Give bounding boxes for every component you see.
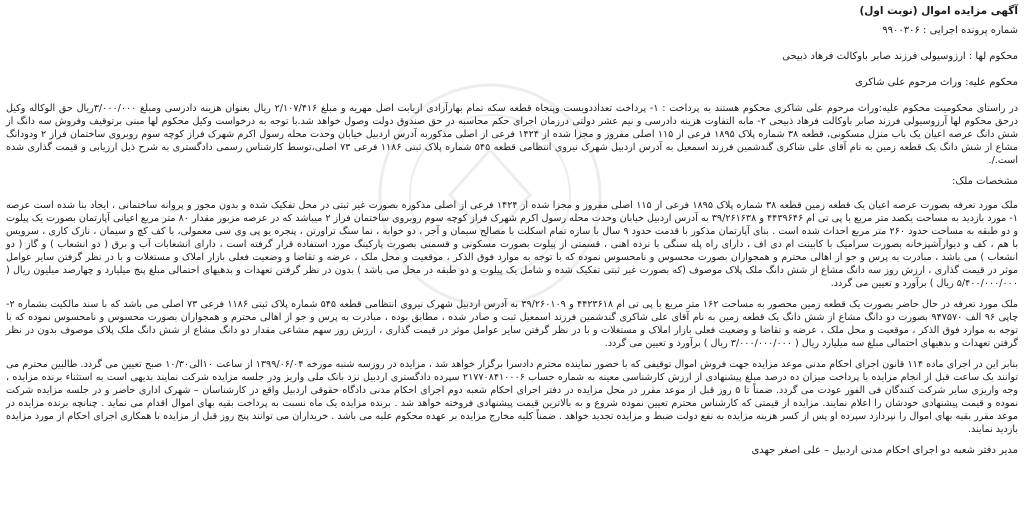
intro-paragraph: در راستای محکومیت محکوم علیه:وراث مرحوم علی شاکری محکوم هستند به پرداخت : ١- پرداخت تعداددویست وپنجاه قطعه سکه تمام بهارآزادی ازبابت اصل مهریه و مبلغ ۲/۱۰۷/۴۱۶ ریال بعنوان هزینه دادرسی ومبلغ ۳/۰۰۰/۰۰۰ریال حق الوکاله وکیل درحق محکوم لها آرزوسیولی فرزند صابر باوکالت فرهاد ذبیحی ٢- مابه التفاوت هزینه دادرسی و نیم عشر دولتی درزمان اجرای حکم محاسبه در حق صندوق دولت وصول خواهد شد.با توجه به درخواست وکیل محکوم لها مبنی برتوقیف وفروش سه دانگ از شش دانگ عرصه اعیان یک باب منزل مسکونی، قطعه ۳۸ شماره پلاک ۱۸۹۵ فرعی از ۱۱۵ اصلی مفروز و مجزا شده از ۱۴۲۴ فرعی از اصلی مذکوربه آدرس اردبیل خیابان وحدت محله رسول اکرم شهرک فراز کوچه سوم روبروی ساختمان فراز ۲ ودودانگ مشاع از شش دانگ یک قطعه زمین به نام آقای علی شاکری گندشمین فرزند اسمعیل به آدرس اردبیل شهرک نیروی انتظامی قطعه ۵۴۵ شماره پلاک ثبتی ۱۱۸۶ فرعی ۷۳ اصلی،توسط کارشناس رسمی دادگستری به شرح ذیل ارزیابی و قیمت گذاری شده است./.	[6, 103, 1018, 166]
judgment-debtor: محکوم علیه: وراث مرحوم علی شاکری	[854, 77, 1018, 88]
conditions-paragraph: بنابر این در اجرای ماده ۱۱۴ قانون اجرای احکام مدنی موعد مزایده جهت فروش اموال توقیفی که با حضور نماینده محترم دادسرا برگزار خواهد شد ، مزایده در روزسه شنبه مورخه ۱۳۹۹/۰۶/۰۴ از ساعت ١٠الی١٠/٣٠ صبح تعیین می گردد. طالبین محترم می توانند یک ساعت قبل از انجام مزایده با پرداخت میزان ده درصد مبلغ پیشنهادی از ارزش کارشناسی معینه به شماره حساب ۲۱۷۷۰۸۴۱۰۰۰۶ سپرده دادگستری اردبیل نزد بانک ملی واریز ودر جلسه مزایده شرکت نمایند بدیهی است به استثناء برنده مزایده ، وجه واریزی سایر شرکت کنندگان فی الفور عودت می گردد. ضمناً تا ۵ روز قبل از موعد مقرر در محل مزایده در دفتر اجرای احکام شعبه دوم اجرای احکام مدنی دادگاه حقوقی اردبیل واقع در کارشناسان – شهرک اداری حاضر و در جلسه مزایده شرکت نموده و قیمت پیشنهادی خودشان را اعلام نمایند. مزایده از قیمتی که کارشناس محترم تعیین نموده شروع و به بالاترین قیمت پیشنهادی فروخته خواهد شد . برنده مزایده یک ماه نسبت به پرداخت بقیه بهای اموال اقدام می نماید . چنانچه برنده مزایده در موعد مقرر بقیه بهای اموال را نپردازد سپرده او پس از کسر هزینه مزایده به نفع دولت ضبط و مزایده تجدید خواهد . ضمناً کلیه مخارج مزایده بر عهده محکوم علیه می باشد . خریداران می توانند پنج روز قبل از مزایده با همکاری اجرای احکام از مورد مزایده بازدید نمایند.	[6, 359, 1019, 435]
property-2-paragraph: ملک مورد تعرفه در حال حاضر بصورت یک قطعه زمین محصور به مساحت ۱۶۲ متر مربع با پی تی ام ۴۴۲۳۶۱۸ و ۳۹/۲۶۰۱۰۹ به آدرس اردبیل شهرک نیروی انتظامی قطعه ۵۴۵ شماره پلاک ثبتی ۱۱۸۶ فرعی ۷۳ اصلی می باشد که با سند مالکیت بشماره ٢- چاپی ۹۶ الف ۹۴۷۵۷۰ بصورت دو دانگ مشاع از شش دانگ یک قطعه زمین به نام آقای علی شاکری گندشمین فرزند اسمعیل ثبت و صادر شده ، مطابق بوده ، مبادرت به پرس و جو از اهالی محترم و همجواران بصورت محسوس و نامحسوس نموده که با توجه به موارد فوق الذکر ، موقعیت و محل ملک ، عرضه و تقاضا و وضعیت فعلی بازار املاک و مستغلات و با در نظر گرفتن سایر عوامل موثر در قیمت گذاری ، ارزش روز سهم مشاعی مقدار دو دانگ مشاع از شش دانگ ملک پلاک موصوف بدون در نظر گرفتن تعهدات و بدهیهای احتمالی مبلغ سه میلیارد ریال ( ۳/۰۰۰/۰۰۰/۰۰۰ ریال ) برآورد و تعیین می گردد.	[6, 299, 1019, 349]
notice-title: آگهی مزایده اموال (نوبت اول)	[859, 5, 1018, 17]
signature-line: مدیر دفتر شعبه دو اجرای احکام مدنی اردبیل – علی اصغر جهدی	[751, 445, 1018, 456]
specs-title: مشخصات ملک:	[951, 176, 1018, 187]
file-number: شماره پرونده اجرایی : ۹۹۰۰۳۰۶	[882, 25, 1018, 36]
property-1-paragraph: ملک مورد تعرفه بصورت عرصه اعیان یک قطعه زمین قطعه ۳۸ شماره پلاک ۱۸۹۵ فرعی از ۱۱۵ اصلی مفروز و مجزا شده از ۱۴۲۴ فرعی از اصلی مذکوره بصورت غیر ثبتی در محل تفکیک شده و بدون مجوز و پروانه ساختمانی ، ایجاد بنا شده است عرصه ١- مورد بازدید به مساحت یکصد متر مربع با پی تی ام ۴۴۳۹۶۴۶ و ۳۹/۲۶۱۶۳۸ به آدرس اردبیل خیابان وحدت محله رسول اکرم شهرک فراز کوچه سوم روبروی ساختمان فراز ۲ میباشد که در عرصه مزبور مقدار ۸۰ متر مربع اعیانی آپارتمان بصورت یک پیلوت و دو طبقه به مساحت حدود ۲۶۰ متر مربع احداث شده است . بنای آپارتمان مذکور با قدمت حدود ۹ سال با سازه تمام اسکلت با مصالح سیمان و آجر ، دو خوابه ، نما سنگ تراورتن ، پنجره یو پی وی سی معمولی، با کف کچ و سیمان ، نازک کاری ، سرویس با هم ، کف و دیوارآشپزخانه بصورت سرامیک با کابینت ام دی اف ، دارای راه پله سنگی با نرده اهنی ، قسمتی از پیلوت بصورت مسکونی و قسمتی بصورت پارکینگ مورد استفاده قرار گرفته است ، دارای انشعابات آب و برق ( دو انشعاب ) و گاز ( دو انشعاب ) می باشد ، مبادرت به پرس و جو از اهالی محترم و همجواران بصورت محسوس و نامحسوس نموده که با توجه به موارد فوق الذکر ، موقعیت و محل ملک ، عرضه و تقاضا و وضعیت فعلی بازار املاک و مستغلات و با در نظر گرفتن سایر عوامل موثر در قیمت گذاری ، ارزش روز سه دانگ مشاع از شش دانگ ملک پلاک موصوف (که بصورت غیر ثبتی تفکیک شده و شامل یک پیلوت و دو طبقه در محل می باشد ) بدون در نظر گرفتن تعهدات و بدهیهای احتمالی مبلغ پنج میلیارد و چهارصد میلیون ریال ( ۵/۴۰۰/۰۰۰/۰۰۰ ریال ) برآورد و تعیین می گردد.	[6, 200, 1018, 289]
judgment-creditor: محکوم لها : ارزوسیولی فرزند صابر باوکالت فرهاد ذبیحی	[782, 51, 1018, 62]
